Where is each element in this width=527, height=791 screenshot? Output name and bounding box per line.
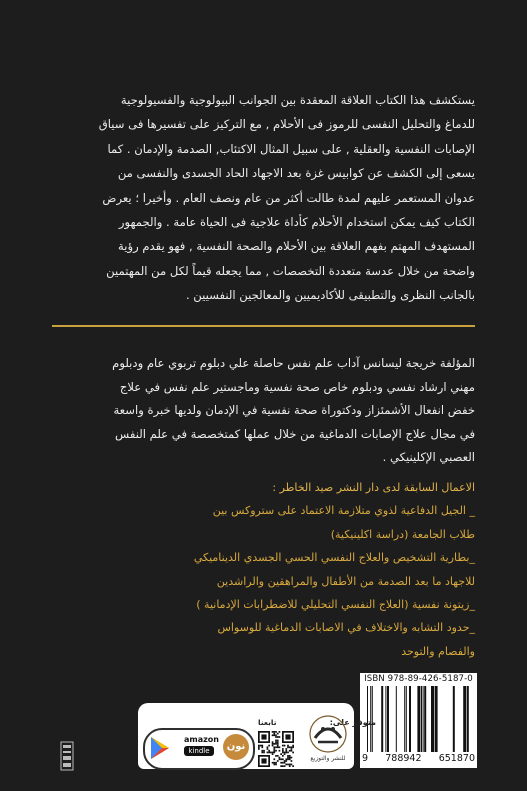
- isbn-barcode-box: [360, 673, 477, 768]
- isbn-digit-group: 9: [362, 753, 369, 764]
- noon-store-icon[interactable]: نون: [223, 734, 249, 760]
- work-item: _ الجيل الدفاعية لذوي متلازمة الاعتماد على ستروكس بين: [212, 504, 475, 518]
- work-item: طلاب الجامعة (دراسة اكلينيكية): [330, 527, 475, 541]
- google-play-icon[interactable]: [149, 736, 171, 760]
- gold-divider: [52, 325, 475, 327]
- isbn-digits: [362, 753, 475, 764]
- isbn-label: ISBN 978-89-426-5187-0: [364, 674, 473, 684]
- author-bio: [52, 352, 475, 470]
- publisher-caption: للنشر والتوزيع: [310, 755, 346, 762]
- description-line: الكتاب كيف يمكن استخدام الأحلام كأداة علاجية فى الحياة عامة . والجمهور: [118, 215, 475, 230]
- author-line: العصبي الإكلينيكي .: [382, 450, 475, 465]
- vertical-logo: [60, 741, 74, 771]
- isbn-digit-group: 651870: [438, 753, 475, 764]
- amazon-label: amazon: [184, 735, 219, 744]
- work-item: للاجهاد ما بعد الصدمة من الأطفال والمراهقين والراشدين: [216, 574, 475, 588]
- author-line: مهني ارشاد نفسي ودبلوم خاص صحة نفسية وماجستير علم نفس في علاج: [119, 379, 475, 394]
- description-line: يسعى إلى الكشف عن كوابيس غزة بعد الاجهاد الحاد الجسدى والنفسى من: [117, 166, 475, 181]
- book-description: [52, 88, 475, 308]
- description-line: واضحة من خلال عدسة متعددة التخصصات , مما يجعله قيماً لكل من المهتمين: [106, 263, 475, 278]
- previous-works-title: الاعمال السابقة لدى دار النشر صيد الخاطر :: [272, 481, 475, 494]
- work-item: والفصام والتوحد: [401, 644, 475, 658]
- work-item: _حدود التشابه والاختلاف في الاصابات الدماغية للوسواس: [217, 621, 475, 635]
- author-line: خفض انفعال الأشمئزاز ودكتوراة صحة نفسية في الإدمان ولديها خبرة واسعة: [113, 403, 475, 418]
- description-line: عدوان المستعمر عليهم لمدة طالت أكثر من عام ونصف العام . وأخيرا ؛ يعرض: [102, 190, 475, 205]
- previous-works: [52, 476, 475, 663]
- description-line: بالجانب النظرى والتطبيقى للأكاديميين والمعالجين النفسيين .: [185, 288, 475, 303]
- store-links[interactable]: [143, 728, 255, 770]
- kindle-label: kindle: [184, 746, 214, 756]
- work-item: _زيتونة نفسية (العلاج النفسي التحليلي للاضطرابات الإدمانية ): [196, 598, 475, 612]
- description-line: المستهدف المهتم بفهم العلاقة بين الأحلام والصحة النفسية , فهو يقدم رؤية: [118, 239, 475, 254]
- barcode-graphic: [365, 686, 472, 752]
- author-line: المؤلفة خريجة ليسانس آداب علم نفس حاصلة علي دبلوم تربوي عام ودبلوم: [112, 356, 475, 370]
- isbn-digit-group: 788942: [385, 753, 422, 764]
- amazon-kindle-icon[interactable]: [184, 735, 219, 756]
- description-line: يستكشف هذا الكتاب العلاقة المعقدة بين الجوانب البيولوجية والفسيولوجية: [120, 93, 475, 107]
- follow-us-label: تابعنا: [258, 718, 277, 727]
- available-on-label: متوفر على:: [329, 718, 376, 727]
- description-line: الإصابات النفسية والعقلية , على سبيل المثال الاكتئاب, الصدمة والإدمان . كما: [107, 141, 475, 156]
- author-line: في مجال علاج الإصابات الدماغية من خلال عملها كمتخصصة في علم النفس: [115, 426, 475, 441]
- qr-code[interactable]: [258, 731, 294, 767]
- description-line: للدماغ والتحليل النفسى للرموز فى الأحلام , مع التركيز على تفسيرها فى سياق: [98, 117, 475, 132]
- work-item: _بطارية التشخيص والعلاج النفسي الحسي الجسدي الديناميكي: [193, 551, 475, 565]
